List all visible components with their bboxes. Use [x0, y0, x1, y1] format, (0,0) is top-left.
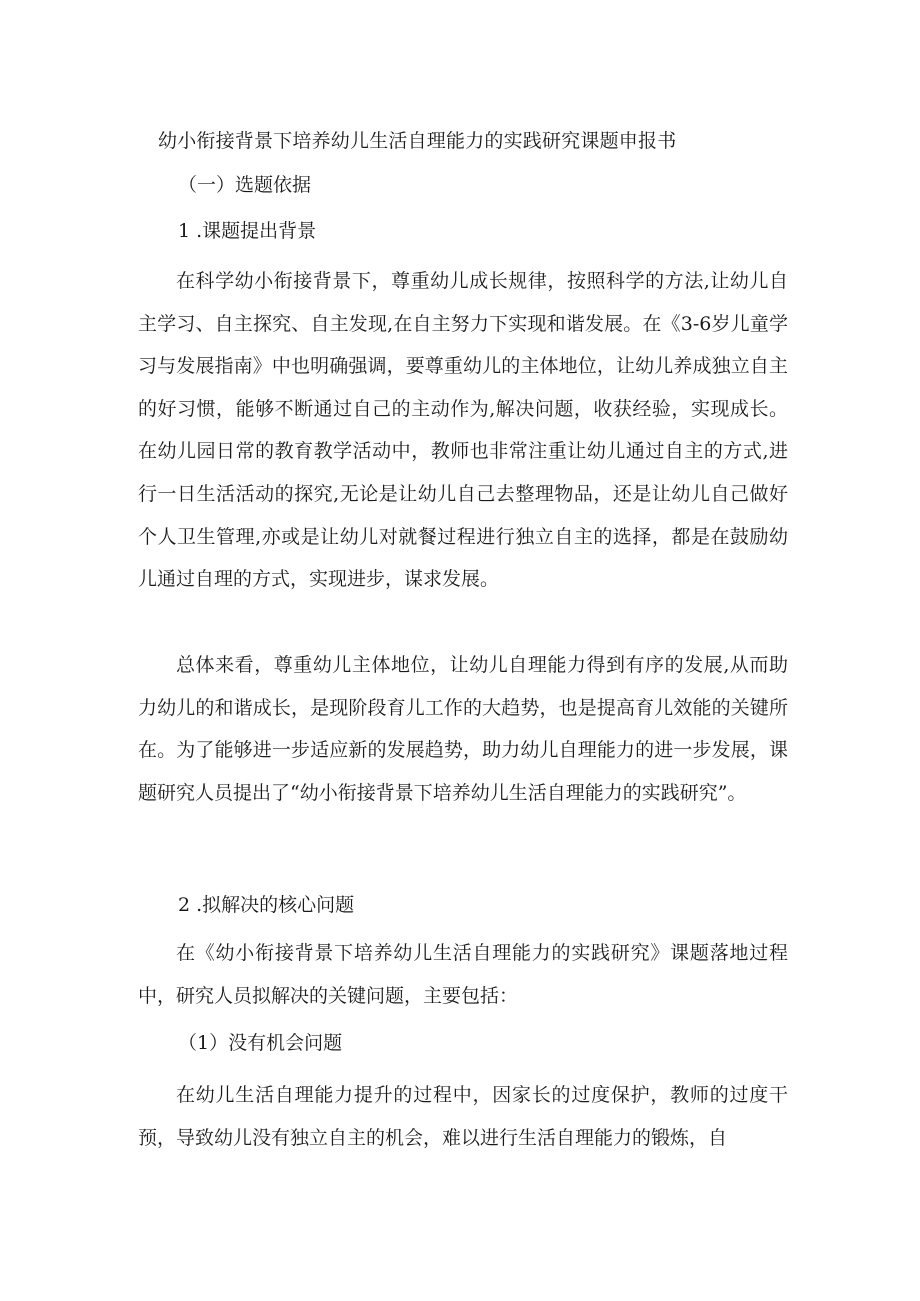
document-title: 幼小衔接背景下培养幼儿生活自理能力的实践研究课题申报书 — [158, 130, 677, 152]
paragraph-core-problems: 在《幼小衔接背景下培养幼儿生活自理能力的实践研究》课题落地过程中，研究人员拟解决的关键问题，主要包括： — [138, 942, 788, 1007]
paragraph-no-opportunity: 在幼儿生活自理能力提升的过程中，因家长的过度保护，教师的过度干预，导致幼儿没有独立自主的机会，难以进行生活自理能力的锻炼，自 — [138, 1084, 788, 1149]
paragraph-background: 在科学幼小衔接背景下，尊重幼儿成长规律，按照科学的方法,让幼儿自主学习、自主探究、自主发现,在自主努力下实现和谐发展。在《3-6岁儿童学习与发展指南》中也明确强调，要尊重幼儿的主体地位，让幼儿养成独立自主的好习惯，能够不断通过自己的主动作为,解决问题，收获经验，实现成长。在幼儿园日常的教育教学活动中，教师也非常注重让幼儿通过自主的方式,进行一日生活活动的探究,无论是让幼儿自己去整理物品，还是让幼儿自己做好个人卫生管理,亦或是让幼儿对就餐过程进行独立自主的选择，都是在鼓励幼儿通过自理的方式，实现进步，谋求发展。 — [138, 270, 788, 591]
subheading-core-problems: 2 .拟解决的核心问题 — [178, 894, 355, 916]
paragraph-overview: 总体来看，尊重幼儿主体地位，让幼儿自理能力得到有序的发展,从而助力幼儿的和谐成长，是现阶段育儿工作的大趋势，也是提高育儿效能的关键所在。为了能够进一步适应新的发展趋势，助力幼儿自理能力的进一步发展，课题研究人员提出了“幼小衔接背景下培养幼儿生活自理能力的实践研究”。 — [138, 654, 788, 804]
section-heading-selection-basis: （一）选题依据 — [178, 174, 312, 196]
subheading-no-opportunity: （1）没有机会问题 — [178, 1032, 343, 1054]
subheading-background: 1 .课题提出背景 — [178, 220, 317, 242]
